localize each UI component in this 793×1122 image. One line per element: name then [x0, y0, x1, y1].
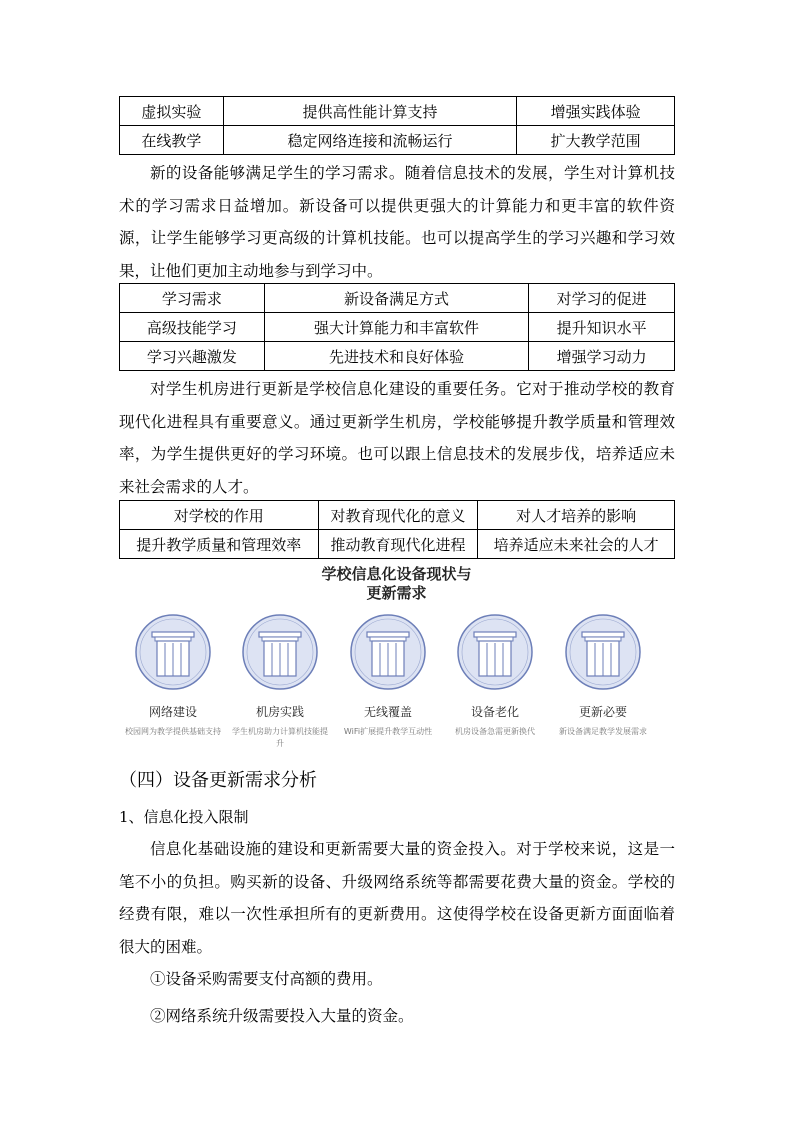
section-heading: （四）设备更新需求分析 — [119, 770, 317, 791]
infographic-title-line: 更新需求 — [366, 584, 427, 602]
table-cell: 强大计算能力和丰富软件 — [264, 313, 529, 342]
table-cell: 稳定网络连接和流畅运行 — [223, 126, 516, 155]
subheading: 1、信息化投入限制 — [119, 808, 249, 826]
table-row — [120, 97, 675, 126]
infographic-item — [123, 612, 223, 738]
table-row — [120, 313, 675, 342]
infographic-item-desc: 新设备满足教学发展需求 — [559, 727, 647, 736]
table-cell: 扩大教学范围 — [517, 126, 675, 155]
table-row — [120, 530, 675, 559]
table-cell: 先进技术和良好体验 — [264, 342, 529, 371]
table-cell: 提升知识水平 — [529, 313, 675, 342]
pillar-icon — [240, 612, 320, 692]
table-cell: 增强实践体验 — [517, 97, 675, 126]
infographic-item-desc: 学生机房助力计算机技能提升 — [232, 727, 328, 748]
pillar-icon — [563, 612, 643, 692]
paragraph-learning-needs: 新的设备能够满足学生的学习需求。随着信息技术的发展，学生对计算机技术的学习需求日益增加。新设备可以提供更强大的计算能力和更丰富的软件资源，让学生能够学习更高级的计算机技能。也可以提高学生的学习兴趣和学习效果，让他们更加主动地参与到学习中。 — [119, 164, 675, 280]
infographic-item-desc: 机房设备急需更新换代 — [455, 727, 535, 736]
infographic-title-line: 学校信息化设备现状与 — [321, 565, 472, 583]
table-cell: 增强学习动力 — [529, 342, 675, 371]
table-cell: 推动教育现代化进程 — [318, 530, 478, 559]
list-item: ②网络系统升级需要投入大量的资金。 — [150, 1007, 414, 1025]
table-cell: 虚拟实验 — [120, 97, 224, 126]
infographic-item — [338, 612, 438, 738]
paragraph-lab-update: 对学生机房进行更新是学校信息化建设的重要任务。它对于推动学校的教育现代化进程具有重要意义。通过更新学生机房，学校能够提升教学质量和管理效率，为学生提供更好的学习环境。也可以跟上信息技术的发展步伐，培养适应未来社会需求的人才。 — [119, 380, 675, 496]
infographic-title — [0, 565, 793, 603]
table-header-cell: 新设备满足方式 — [264, 284, 529, 313]
infographic-item — [553, 612, 653, 738]
table-header-cell: 对学校的作用 — [120, 501, 319, 530]
table-cell: 高级技能学习 — [120, 313, 265, 342]
table-cell: 提供高性能计算支持 — [223, 97, 516, 126]
infographic-item-title: 机房实践 — [255, 705, 304, 719]
table-header-cell: 对人才培养的影响 — [478, 501, 675, 530]
table-header-cell: 学习需求 — [120, 284, 265, 313]
infographic-item-title: 更新必要 — [578, 705, 627, 719]
table-header-row — [120, 501, 675, 530]
table-cell: 在线教学 — [120, 126, 224, 155]
infographic-item — [445, 612, 545, 738]
table-learning-needs — [119, 283, 675, 371]
table-row — [120, 126, 675, 155]
paragraph-funding: 信息化基础设施的建设和更新需要大量的资金投入。对于学校来说，这是一笔不小的负担。购买新的设备、升级网络系统等都需要花费大量的资金。学校的经费有限，难以一次性承担所有的更新费用。这使得学校在设备更新方面面临着很大的困难。 — [119, 840, 675, 956]
pillar-icon — [455, 612, 535, 692]
pillar-icon — [348, 612, 428, 692]
table-header-row — [120, 284, 675, 313]
table-header-cell: 对教育现代化的意义 — [318, 501, 478, 530]
table-cell: 培养适应未来社会的人才 — [478, 530, 675, 559]
infographic-item-title: 网络建设 — [148, 705, 197, 719]
table-header-cell: 对学习的促进 — [529, 284, 675, 313]
infographic-item-title: 无线覆盖 — [363, 705, 412, 719]
infographic-item-desc: 校园网为教学提供基础支持 — [125, 727, 221, 736]
table-application-scenarios — [119, 96, 675, 155]
table-cell: 提升教学质量和管理效率 — [120, 530, 319, 559]
table-significance — [119, 500, 675, 559]
infographic-item — [230, 612, 330, 750]
infographic-item-desc: WiFi扩展提升教学互动性 — [343, 727, 433, 736]
infographic-item-title: 设备老化 — [470, 705, 519, 719]
table-row — [120, 342, 675, 371]
pillar-icon — [133, 612, 213, 692]
table-cell: 学习兴趣激发 — [120, 342, 265, 371]
list-item: ①设备采购需要支付高额的费用。 — [150, 970, 383, 988]
